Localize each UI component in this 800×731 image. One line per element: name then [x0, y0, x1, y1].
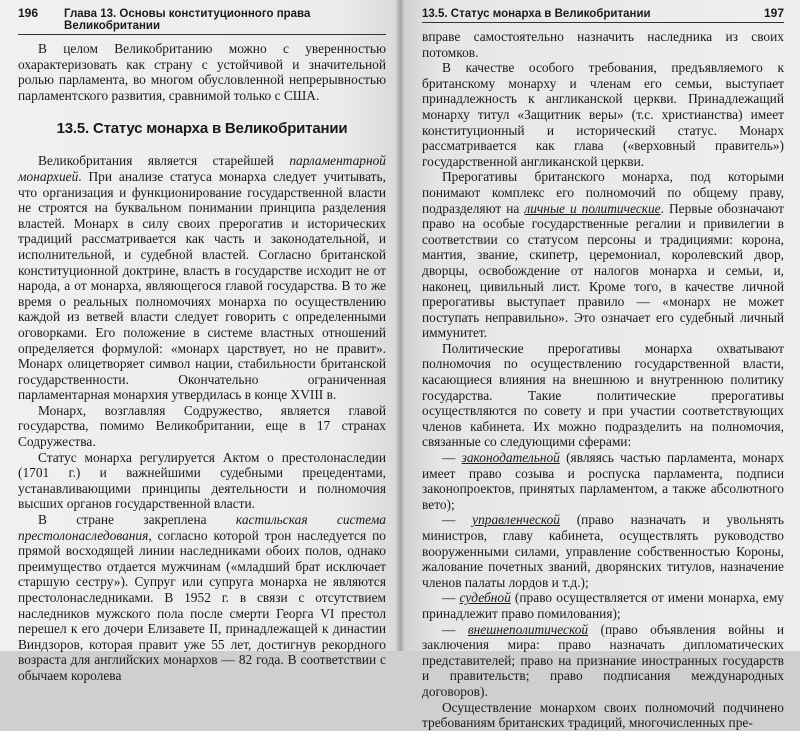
paragraph: [18, 153, 386, 403]
list-dash: —: [442, 590, 460, 606]
left-page: [0, 0, 400, 683]
page-number: 196: [18, 6, 39, 20]
emphasized-term: личные и политические: [524, 200, 661, 216]
paragraph: Статус монарха регулируется Актом о престолонаследии (1701 г.) и важнейшими судебными прецедентами, устанавливающими принципы деятельности и полномочия высших органов государственной власти.: [18, 449, 386, 512]
list-dash: —: [442, 512, 473, 528]
paragraph: [18, 512, 386, 684]
text-run: Прерогативы британского монарха, под которыми понимают комплекс его полномочий по общему праву, подразделяют на: [422, 169, 784, 216]
text-run: (право объявления войны и заключения мира: право назначать дипломатических представителей; право на признание иностранных государств и правительств; право подписания международных договоров).: [422, 621, 784, 699]
text-run: , согласно которой трон наследуется по прямой восходящей линии наследниками обоих полов, однако преимущество отдается мужчинам («младший брат исключает старшую сестру»). Супруг или супруга монарха не являются престолонаследниками. В 1952 г. в связи с отсутствием наследников мужского пола после смерти Георга VI престол перешел к его дочери Елизавете II, принадлежащей к династии Виндзоров, которая правит уже 55 лет, достигнув рекордного возраста для английских монархов — 82 года. В соответствии с обычаем королева: [18, 527, 386, 683]
text-run: В стране закреплена: [38, 512, 236, 528]
left-running-header: [18, 6, 386, 35]
paragraph: Монарх, возглавляя Содружество, является главой государства, помимо Великобритании, еще в 17 странах Содружества.: [18, 402, 386, 450]
list-dash: —: [442, 450, 462, 466]
emphasized-term: внешнеполитической: [467, 621, 589, 637]
right-running-header: [422, 6, 784, 23]
page-number: 197: [763, 6, 784, 20]
text-run: (право назначать и увольнять министров, главу кабинета, осуществлять руководство вооруженными силами, управление собственностью Короны, жалование почетных званий, дворянских титулов, назначение членов палаты лордов и т.д.);: [422, 512, 784, 590]
book-gutter: [396, 0, 404, 651]
left-page-body: [18, 41, 386, 684]
list-item: [422, 622, 784, 700]
paragraph: вправе самостоятельно назначить наследника из своих потомков.: [422, 29, 784, 60]
right-page: [400, 0, 800, 731]
text-run: Великобритания является старейшей: [38, 153, 290, 169]
paragraph: В целом Великобританию можно с уверенностью охарактеризовать как страну с устойчивой и значительной ролью парламента, во многом обусловленной непрерывностью парламентского развития, сравнимой только с США.: [18, 41, 386, 103]
emphasized-term: судебной: [459, 590, 511, 606]
paragraph: Осуществление монархом своих полномочий подчинено требованиям британских традиций, многочисленных пре-: [422, 699, 784, 731]
emphasized-term: законодательной: [461, 450, 560, 466]
paragraph: Политические прерогативы монарха охватывают полномочия по осуществлению государственной власти, касающиеся влияния на внешнюю и внутреннюю политику государства. Такие политические прерогативы осуществляются по совету и при участии соответствующих членов кабинета. Их можно подразделить на полномочия, связанные со следующими сферами:: [422, 340, 784, 450]
list-item: [422, 512, 784, 590]
running-head: Глава 13. Основы конституционного права Великобритании: [64, 8, 311, 32]
paragraph: В качестве особого требования, предъявляемого к британскому монарху и членам его семьи, выступает принадлежность к англиканской церкви. Принадлежащий монарху титул «Защитник веры» (т.с. христианства) имеет конституционный и исторический статус. Монарх рассматривается как глава («верховный правитель») государственной англиканской церкви.: [422, 60, 784, 169]
paragraph: [422, 169, 784, 341]
list-dash: —: [442, 621, 468, 637]
running-head: 13.5. Статус монарха в Великобритании: [422, 8, 651, 20]
section-title: 13.5. Статус монарха в Великобритании: [56, 120, 348, 138]
list-item: [422, 590, 784, 621]
text-run: . Первые обозначают право на особые государственные регалии и привилегии в соответствии со статусом персоны и традициями: корона, мантия, звание, скипетр, церемониал, королевский двор, дворцы, освобождение от налогов монарха и семьи, и, наконец, цивильный лист. Кроме того, в качестве личной прерогативы выступает правило — «монарх не может поступать неправильно». Это означает его судебный личный иммунитет.: [422, 200, 784, 341]
emphasized-term: парламентарной монархией: [18, 153, 386, 184]
emphasized-term: кастильская система престолонаследования: [18, 512, 386, 543]
right-page-body: [422, 29, 784, 731]
emphasized-term: управленческой: [472, 512, 560, 528]
text-run: (право осуществляется от имени монарха, ему принадлежит право помилования);: [422, 590, 784, 621]
text-run: . При анализе статуса монарха следует учитывать, что организация и функционирование государственной власти не строятся на буквальном понимании принципа разделения властей. Монарх в силу своих прерогатив и исторических традиций рассматривается как часть и законодательной, и исполнительной, и судебной властей. Согласно британской конституционной доктрине, власть в государстве исходит не от народа, а от монарха, являющегося главой государства. В то же время о реальных полномочиях монарха по осуществлению каждой из ветвей власти следует говорить с определенными оговорками. Его положение в системе властных отношений определяется формулой: «монарх царствует, но не правит». Монарх олицетворяет символ нации, стабильности британской государственности. Окончательно ограниченная парламентарная монархия утвердилась в конце XVIII в.: [18, 168, 386, 403]
list-item: [422, 450, 784, 512]
text-run: (являясь частью парламента, монарх имеет право созыва и роспуска парламента, подписи законопроектов, принятых парламентом, а также абсолютного вето);: [422, 450, 784, 512]
